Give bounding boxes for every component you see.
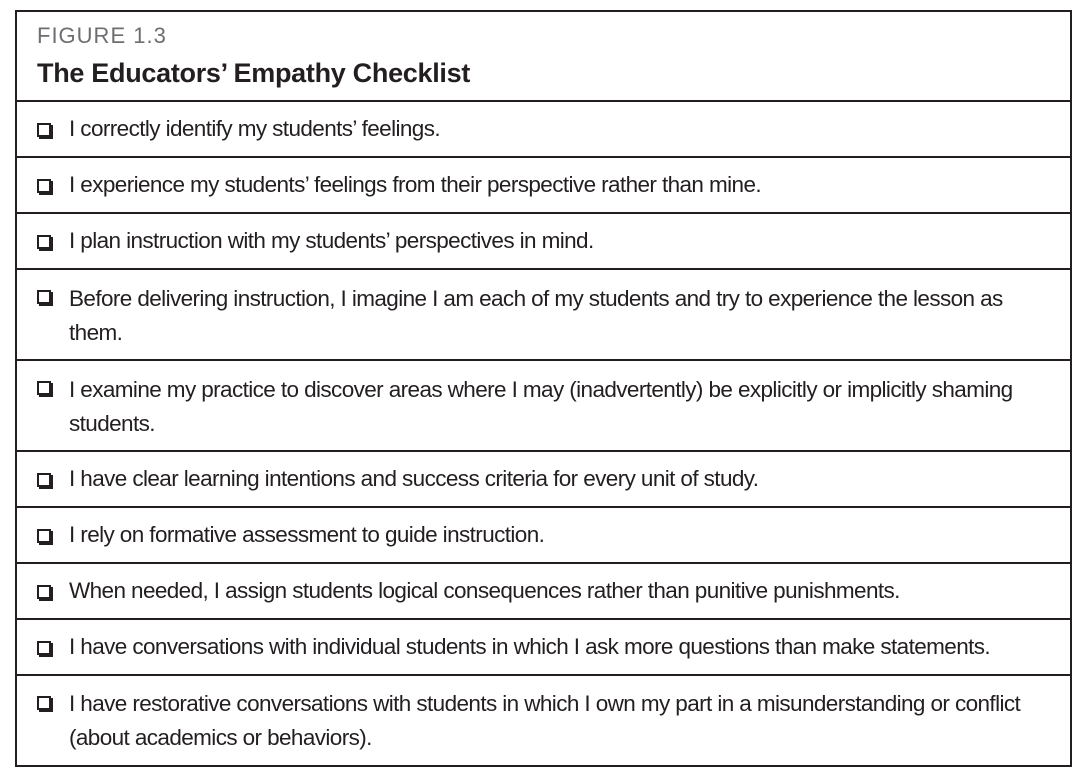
checklist-item-text: I plan instruction with my students’ perspectives in mind. <box>69 228 594 253</box>
checklist-item[interactable] <box>17 270 1070 361</box>
checklist-item[interactable] <box>17 214 1070 270</box>
checklist-item-text: I rely on formative assessment to guide instruction. <box>69 522 545 547</box>
checklist-item[interactable] <box>17 676 1070 765</box>
figure-header <box>17 12 1070 102</box>
checkbox-icon[interactable] <box>37 235 51 249</box>
checkbox-icon[interactable] <box>37 585 51 599</box>
checklist-item-text: When needed, I assign students logical consequences rather than punitive punishments. <box>69 578 900 603</box>
checklist-item[interactable] <box>17 158 1070 214</box>
checklist-item[interactable] <box>17 102 1070 158</box>
checkbox-icon[interactable] <box>37 529 51 543</box>
checkbox-icon[interactable] <box>37 179 51 193</box>
figure-box <box>15 10 1072 767</box>
checklist-item[interactable] <box>17 508 1070 564</box>
checkbox-icon[interactable] <box>37 473 51 487</box>
checkbox-icon[interactable] <box>37 641 51 655</box>
checkbox-icon[interactable] <box>37 381 51 395</box>
figure-title: The Educators’ Empathy Checklist <box>37 58 471 88</box>
checkbox-icon[interactable] <box>37 696 51 710</box>
checkbox-icon[interactable] <box>37 290 51 304</box>
checklist-item-text: I have restorative conversations with students in which I own my part in a misunderstanding or conflict (about academics or behaviors). <box>69 690 1021 750</box>
checklist-item[interactable] <box>17 564 1070 620</box>
checklist-item[interactable] <box>17 452 1070 508</box>
checkbox-icon[interactable] <box>37 123 51 137</box>
checklist-item[interactable] <box>17 361 1070 452</box>
checklist-item-text: I have clear learning intentions and success criteria for every unit of study. <box>69 466 759 491</box>
checklist-item-text: I correctly identify my students’ feelings. <box>69 116 441 141</box>
checklist-item[interactable] <box>17 620 1070 676</box>
checklist-item-text: I have conversations with individual students in which I ask more questions than make statements. <box>69 634 991 659</box>
checklist-item-text: Before delivering instruction, I imagine I am each of my students and try to experience the lesson as them. <box>69 285 1003 345</box>
checklist-item-text: I experience my students’ feelings from their perspective rather than mine. <box>69 172 762 197</box>
figure-label: FIGURE 1.3 <box>37 23 167 48</box>
checklist-item-text: I examine my practice to discover areas where I may (inadvertently) be explicitly or implicitly shaming students. <box>69 376 1013 436</box>
